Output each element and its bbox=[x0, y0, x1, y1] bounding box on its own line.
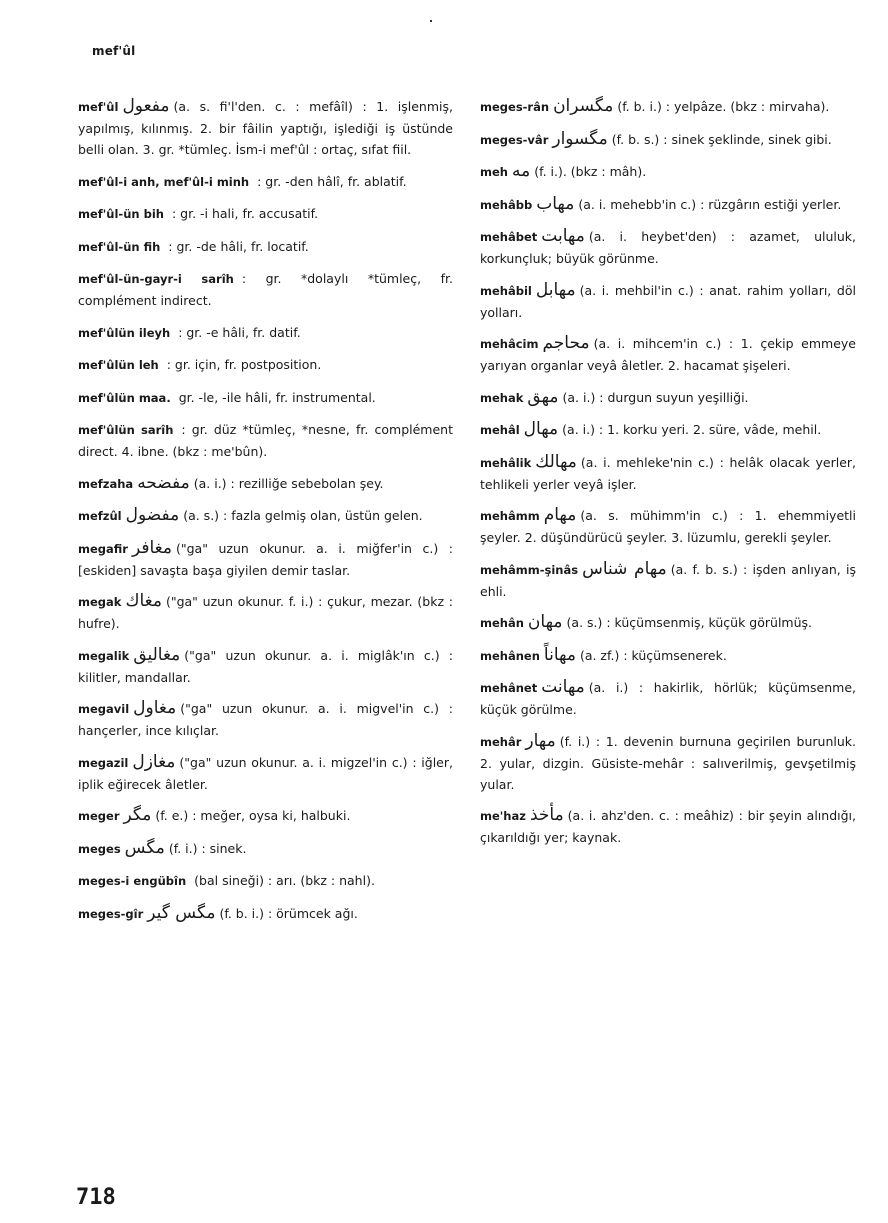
entry-arabic: مأخذ bbox=[529, 805, 564, 825]
entry-definition: (a. zf.) : küçümsenerek. bbox=[579, 647, 727, 663]
dictionary-entry bbox=[480, 280, 856, 323]
dictionary-entry bbox=[78, 538, 453, 581]
entry-definition: : gr. -i hali, fr. accusatif. bbox=[171, 206, 319, 221]
entry-headword: meger bbox=[78, 809, 120, 823]
entry-definition: (f. b. i.) : örümcek ağı. bbox=[219, 905, 358, 921]
dictionary-entry bbox=[78, 171, 453, 193]
entry-arabic: مغاول bbox=[133, 698, 177, 718]
entry-headword: mef'ûlün maa. bbox=[78, 390, 171, 405]
right-column bbox=[480, 96, 856, 859]
entry-headword: megazil bbox=[78, 755, 129, 770]
dictionary-entry bbox=[480, 129, 856, 151]
entry-headword: mehâr bbox=[480, 734, 522, 749]
entry-headword: me'haz bbox=[480, 809, 526, 823]
dictionary-entry bbox=[78, 96, 453, 160]
entry-headword: mef'ûl-ün-gayr-i sarîh bbox=[78, 272, 234, 286]
entry-definition: : gr. -den hâlî, fr. ablatif. bbox=[257, 173, 407, 189]
entry-headword: mef'ûl bbox=[78, 100, 119, 114]
entry-definition: ("ga" uzun okunur. a. i. migzel'in c.) : iğler, iplik eğirecek âletler. bbox=[78, 754, 453, 792]
dictionary-entry bbox=[78, 203, 453, 225]
entry-definition: ("ga" uzun okunur. f. i.) : çukur, mezar. (bkz : hufre). bbox=[78, 594, 453, 631]
dictionary-entry bbox=[480, 559, 856, 602]
dictionary-entry bbox=[78, 838, 453, 860]
entry-definition: (a. i. mehleke'nin c.) : helâk olacak yerler, tehlikeli yerler veyâ işler. bbox=[480, 454, 856, 492]
entry-definition: (a. i.) : rezilliğe sebebolan şey. bbox=[193, 475, 384, 491]
entry-definition: gr. -le, -ile hâli, fr. instrumental. bbox=[178, 389, 376, 405]
entry-definition: (a. i.) : 1. korku yeri. 2. süre, vâde, mehil. bbox=[562, 422, 822, 437]
entry-headword: mef'ûlün leh bbox=[78, 358, 159, 372]
dictionary-entry bbox=[78, 591, 453, 634]
entry-arabic: مغاليق bbox=[133, 644, 181, 665]
entry-definition: (a. f. b. s.) : işden anlıyan, iş ehli. bbox=[480, 561, 856, 599]
dictionary-entry bbox=[480, 612, 856, 634]
entry-headword: meges-vâr bbox=[480, 132, 549, 147]
dictionary-entry bbox=[78, 268, 453, 311]
entry-definition: (a. i. mehebb'in c.) : rüzgârın estiği yerler. bbox=[578, 196, 842, 212]
entry-definition: : gr. için, fr. postposition. bbox=[166, 357, 322, 372]
speck bbox=[430, 20, 432, 22]
entry-arabic: مفضول bbox=[125, 505, 180, 525]
dictionary-entry bbox=[480, 677, 856, 720]
dictionary-entry bbox=[78, 903, 453, 925]
entry-arabic: مفضحه bbox=[137, 472, 190, 493]
entry-definition: (a. i.) : durgun suyun yeşilliği. bbox=[562, 389, 749, 405]
running-head: mef'ûl bbox=[92, 44, 136, 58]
entry-definition: (a. i. heybet'den) : azamet, ululuk, korkunçluk; büyük görünme. bbox=[480, 229, 856, 266]
dictionary-entry bbox=[78, 322, 453, 344]
entry-definition: (f. i.) : sinek. bbox=[168, 840, 247, 856]
entry-headword: megafir bbox=[78, 541, 128, 556]
page-number: 718 bbox=[76, 1185, 116, 1210]
dictionary-entry bbox=[480, 333, 856, 376]
entry-definition: : gr. -de hâli, fr. locatif. bbox=[168, 238, 309, 254]
entry-headword: mehânet bbox=[480, 681, 538, 695]
entry-arabic: مهام شناس bbox=[582, 558, 667, 579]
entry-arabic: مهاناً bbox=[543, 644, 576, 665]
dictionary-entry bbox=[480, 387, 856, 409]
entry-arabic: مغافر bbox=[131, 537, 172, 558]
entry-headword: mefzûl bbox=[78, 509, 122, 523]
entry-definition: (a. i. mihcem'in c.) : 1. çekip emmeye yarıyan organlar veyâ âletler. 2. hacamat şişeleri. bbox=[480, 336, 856, 373]
entry-definition: (f. i.). (bkz : mâh). bbox=[534, 164, 647, 179]
entry-definition: (a. i.) : hakirlik, hörlük; küçümsenme, küçük görülme. bbox=[480, 680, 856, 717]
entry-definition: ("ga" uzun okunur. a. i. migvel'in c.) : hançerler, ince kılıçlar. bbox=[78, 701, 453, 738]
entry-arabic: مگس bbox=[124, 837, 165, 858]
entry-arabic: مگسوار bbox=[552, 128, 608, 149]
dictionary-entry bbox=[480, 194, 856, 216]
entry-arabic: مهابل bbox=[535, 279, 576, 300]
entry-headword: meh bbox=[480, 165, 508, 179]
dictionary-entry bbox=[78, 645, 453, 688]
entry-headword: mehânen bbox=[480, 648, 540, 663]
dictionary-entry bbox=[78, 698, 453, 741]
entry-definition: ("ga" uzun okunur. a. i. miglâk'ın c.) : kilitler, mandallar. bbox=[78, 647, 453, 685]
dictionary-entry bbox=[78, 354, 453, 376]
entry-headword: mehâbb bbox=[480, 197, 533, 212]
entry-headword: megavil bbox=[78, 702, 130, 716]
entry-definition: (a. s.) : küçümsenmiş, küçük görülmüş. bbox=[566, 615, 813, 630]
dictionary-entry bbox=[78, 419, 453, 462]
entry-headword: megak bbox=[78, 595, 122, 609]
entry-definition: ("ga" uzun okunur. a. i. miğfer'in c.) : [eskiden] savaşta başa giyilen demir taslar. bbox=[78, 540, 453, 578]
entry-definition: (f. e.) : meğer, oysa ki, halbuki. bbox=[155, 808, 351, 823]
dictionary-entry bbox=[480, 96, 856, 118]
entry-definition: : gr. -e hâli, fr. datif. bbox=[178, 324, 301, 340]
entry-headword: mehak bbox=[480, 390, 524, 405]
entry-arabic: مگر bbox=[123, 805, 152, 825]
dictionary-entry bbox=[480, 731, 856, 795]
dictionary-entry bbox=[78, 805, 453, 827]
entry-headword: meges-gîr bbox=[78, 906, 144, 921]
dictionary-entry bbox=[480, 226, 856, 269]
entry-definition: (a. i. ahz'den. c. : meâhiz) : bir şeyin alındığı, çıkarıldığı yer; kaynak. bbox=[480, 808, 856, 845]
entry-definition: (a. s.) : fazla gelmiş olan, üstün gelen. bbox=[183, 508, 423, 523]
entry-headword: meges bbox=[78, 841, 121, 856]
entry-headword: mef'ûl-ün bih bbox=[78, 207, 164, 221]
entry-definition: (f. b. s.) : sinek şeklinde, sinek gibi. bbox=[611, 131, 832, 147]
entry-headword: mehâmm-şinâs bbox=[480, 562, 579, 577]
entry-definition: (bal sineği) : arı. (bkz : nahl). bbox=[194, 873, 375, 888]
entry-arabic: مگسران bbox=[553, 96, 614, 116]
dictionary-entry bbox=[78, 752, 453, 795]
entry-headword: mef'ûlün sarîh bbox=[78, 423, 174, 437]
dictionary-entry bbox=[78, 473, 453, 495]
entry-arabic: مهابت bbox=[541, 226, 585, 246]
entry-definition: (a. i. mehbil'in c.) : anat. rahim yolları, döl yolları. bbox=[480, 282, 856, 320]
dictionary-entry bbox=[480, 161, 856, 183]
entry-arabic: مهال bbox=[523, 419, 559, 439]
entry-headword: megalik bbox=[78, 648, 130, 663]
entry-headword: mef'ûlün ileyh bbox=[78, 325, 171, 340]
entry-definition: (a. s. mühimm'in c.) : 1. ehemmiyetli şeyler. 2. düşündürücü şeyler. 3. lüzumlu, gerekli şeyler. bbox=[480, 508, 856, 545]
entry-arabic: مهق bbox=[527, 386, 559, 407]
entry-headword: mehâlik bbox=[480, 455, 532, 470]
entry-arabic: مه bbox=[511, 161, 531, 181]
entry-headword: mehâmm bbox=[480, 509, 540, 523]
entry-definition: (f. i.) : 1. devenin burnuna geçirilen burunluk. 2. yular, dizgin. Güsiste-mehâr : salıverilmiş, gevşetilmiş yular. bbox=[480, 733, 856, 792]
dictionary-entry bbox=[480, 505, 856, 548]
dictionary-entry bbox=[78, 236, 453, 258]
entry-headword: mehâbet bbox=[480, 230, 538, 244]
entry-headword: meges-rân bbox=[480, 100, 550, 114]
entry-arabic: مفعول bbox=[122, 96, 170, 116]
dictionary-entry bbox=[480, 419, 856, 441]
dictionary-entry bbox=[78, 387, 453, 409]
entry-headword: mefzaha bbox=[78, 476, 134, 491]
entry-arabic: مهانت bbox=[541, 677, 585, 697]
entry-arabic: مهار bbox=[525, 730, 556, 751]
entry-headword: mehân bbox=[480, 616, 524, 630]
entry-definition: : gr. *dolaylı *tümleç, fr. complément indirect. bbox=[78, 271, 453, 308]
entry-arabic: مهام bbox=[543, 505, 577, 525]
dictionary-entry bbox=[78, 870, 453, 892]
entry-headword: mef'ûl-ün fih bbox=[78, 239, 161, 254]
entry-arabic: محاجم bbox=[542, 333, 590, 353]
left-column bbox=[78, 96, 453, 935]
dictionary-entry bbox=[78, 505, 453, 527]
entry-definition: (a. s. fi'l'den. c. : mefâîl) : 1. işlenmiş, yapılmış, kılınmış. 2. bir fâilin yaptığı, işlediği iş üstünde belli olan. 3. gr. *tümleç. İsm-i mef'ûl : ortaç, sıfat fiil. bbox=[78, 99, 453, 157]
entry-headword: mef'ûl-i anh, mef'ûl-i minh bbox=[78, 174, 250, 189]
dictionary-entry bbox=[480, 805, 856, 848]
entry-definition: (f. b. i.) : yelpâze. (bkz : mirvaha). bbox=[617, 99, 830, 114]
entry-headword: meges-i engübîn bbox=[78, 874, 187, 888]
entry-headword: mehâbil bbox=[480, 283, 532, 298]
dictionary-entry bbox=[480, 645, 856, 667]
entry-arabic: مهاب bbox=[536, 193, 575, 214]
entry-arabic: مغازل bbox=[132, 751, 176, 772]
entry-arabic: مهان bbox=[527, 612, 563, 632]
entry-arabic: مغاك bbox=[125, 591, 162, 611]
entry-headword: mehâcim bbox=[480, 337, 539, 351]
dictionary-entry bbox=[480, 452, 856, 495]
entry-definition: : gr. düz *tümleç, *nesne, fr. complément direct. 4. ibne. (bkz : me'bûn). bbox=[78, 422, 454, 459]
entry-headword: mehâl bbox=[480, 423, 520, 437]
entry-arabic: مگس گیر bbox=[147, 902, 216, 923]
entry-arabic: مهالك bbox=[535, 451, 577, 472]
